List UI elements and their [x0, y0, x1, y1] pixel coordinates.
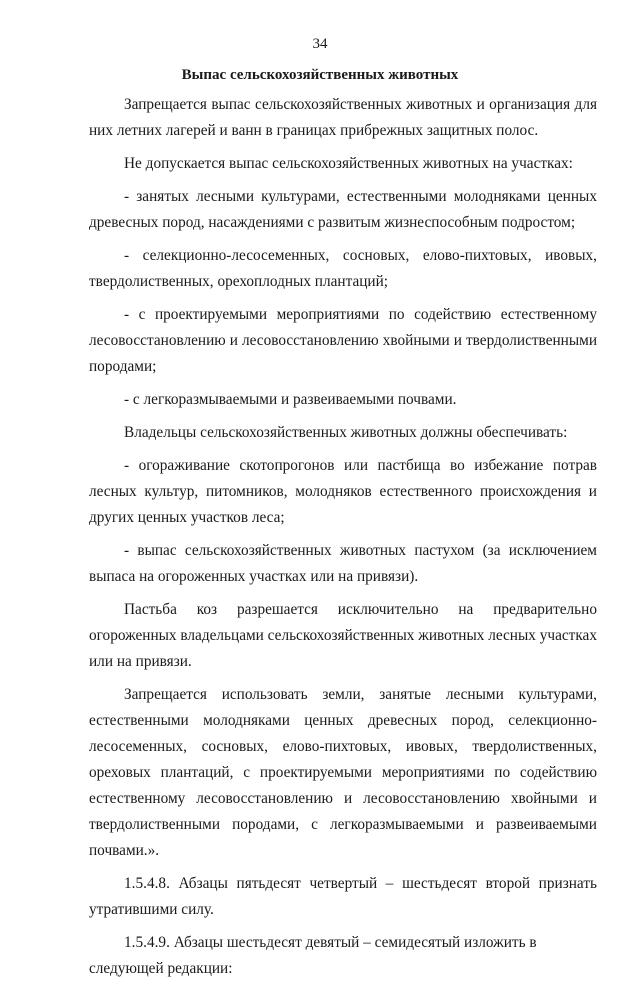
paragraph-ban-grazing-protective-strips: Запрещается выпас сельскохозяйственных животных и организация для них летних лагерей и ванн в границах прибрежных защитных полос. — [89, 96, 597, 139]
paragraph-owners-obligations-intro: Владельцы сельскохозяйственных животных должны обеспечивать: — [124, 424, 568, 441]
page-number: 34 — [312, 36, 328, 52]
paragraph-land-use-ban: Запрещается использовать земли, занятые лесными культурами, естественными молодняками ценных древесных пород, селекционно-лесосеменных, сосновых, елово-пихтовых, ивовых, твердолиственных, ореховых плантаций, с проектируемыми мероприятиями по содействию естественному лесовосстановлению и лесовосстановлению хвойными и твердолиственными породами, с легкоразмываемыми и развеиваемыми почвами.». — [89, 686, 597, 859]
list-item-plantations: - селекционно-лесосеменных, сосновых, елово-пихтовых, ивовых, твердолиственных, орехоплодных плантаций; — [89, 247, 597, 290]
list-item-erodible-soils: - с легкоразмываемыми и развеиваемыми почвами. — [124, 391, 457, 408]
paragraph-goat-pasturing: Пастьба коз разрешается исключительно на предварительно огороженных владельцами сельскохозяйственных животных лесных участках или на привязи. — [89, 601, 597, 670]
list-item-fencing: - огораживание скотопрогонов или пастбища во избежание потрав лесных культур, питомников, молодняков естественного происхождения и других ценных участков леса; — [89, 457, 597, 526]
paragraph-grazing-not-allowed-intro: Не допускается выпас сельскохозяйственных животных на участках: — [124, 155, 573, 172]
list-item-reforestation-measures: - с проектируемыми мероприятиями по содействию естественному лесовосстановлению и лесовосстановлению хвойными и твердолиственными породами; — [89, 306, 597, 375]
section-heading: Выпас сельскохозяйственных животных — [181, 67, 459, 83]
list-item-shepherd-grazing: - выпас сельскохозяйственных животных пастухом (за исключением выпаса на огороженных участках или на привязи). — [89, 542, 597, 585]
list-item-forest-cultures: - занятых лесными культурами, естественными молодняками ценных древесных пород, насаждениями с развитым жизнеспособным подростом; — [89, 188, 597, 231]
body-text — [89, 92, 597, 982]
paragraph-amendment-1-5-4-9: 1.5.4.9. Абзацы шестьдесят девятый – семидесятый изложить в следующей редакции: — [89, 934, 537, 977]
paragraph-amendment-1-5-4-8: 1.5.4.8. Абзацы пятьдесят четвертый – шестьдесят второй признать утратившими силу. — [89, 875, 597, 918]
